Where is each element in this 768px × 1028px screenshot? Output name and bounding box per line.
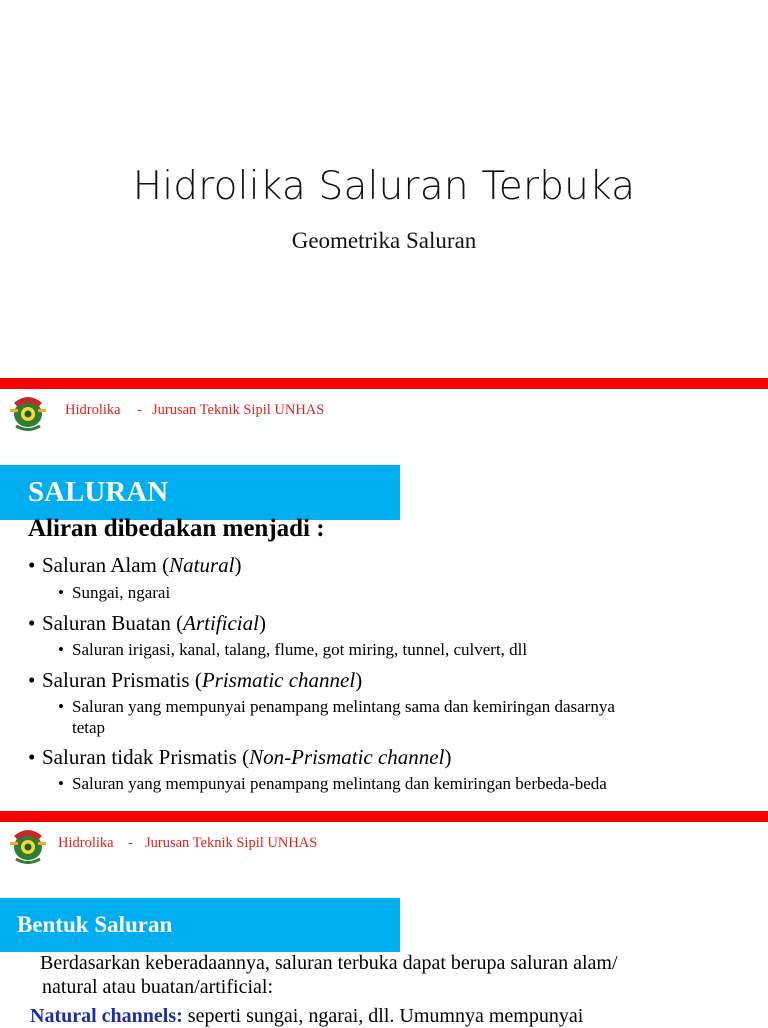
header-separator: -: [137, 402, 142, 418]
list-heading: Aliran dibedakan menjadi :: [28, 515, 325, 542]
red-divider: [0, 378, 768, 389]
slide-title: Hidrolika Saluran Terbuka: [132, 164, 636, 209]
section-title-box: [0, 898, 400, 952]
header-separator: -: [128, 835, 133, 851]
header-department: Jurusan Teknik Sipil UNHAS: [152, 402, 325, 418]
slide-subtitle: Geometrika Saluran: [291, 228, 477, 253]
unhas-logo-icon: [8, 826, 48, 864]
sub-list-item-continuation: tetap: [72, 718, 106, 737]
sub-list-item: • Sungai, ngarai: [58, 583, 171, 602]
title-slide: [0, 0, 768, 378]
slide-header: [0, 389, 768, 433]
section-title: SALURAN: [28, 476, 169, 508]
section-title-box: [0, 465, 400, 520]
sub-list-item: • Saluran yang mempunyai penampang melintang sama dan kemiringan dasarnya: [58, 697, 615, 716]
list-item: • Saluran Buatan (Artificial): [28, 611, 266, 635]
paragraph-natural-channels: Natural channels: seperti sungai, ngarai, dll. Umumnya mempunyai: [30, 1005, 584, 1027]
red-divider: [0, 811, 768, 822]
header-department: Jurusan Teknik Sipil UNHAS: [145, 835, 318, 851]
unhas-logo-icon: [8, 393, 48, 431]
list-item: • Saluran Alam (Natural): [28, 553, 242, 577]
list-item: • Saluran tidak Prismatis (Non-Prismatic channel): [28, 745, 452, 769]
sub-list-item: • Saluran irigasi, kanal, talang, flume, got miring, tunnel, culvert, dll: [58, 640, 528, 659]
header-course: Hidrolika: [65, 402, 121, 418]
section-title: Bentuk Saluran: [17, 912, 173, 937]
paragraph-line: natural atau buatan/artificial:: [42, 976, 273, 998]
natural-channels-label: Natural channels:: [30, 1005, 183, 1027]
slide-header: [0, 822, 768, 866]
header-course: Hidrolika: [58, 835, 114, 851]
paragraph-line: Berdasarkan keberadaannya, saluran terbuka dapat berupa saluran alam/: [40, 952, 618, 974]
sub-list-item: • Saluran yang mempunyai penampang melintang dan kemiringan berbeda-beda: [58, 774, 607, 793]
list-item: • Saluran Prismatis (Prismatic channel): [28, 668, 363, 692]
